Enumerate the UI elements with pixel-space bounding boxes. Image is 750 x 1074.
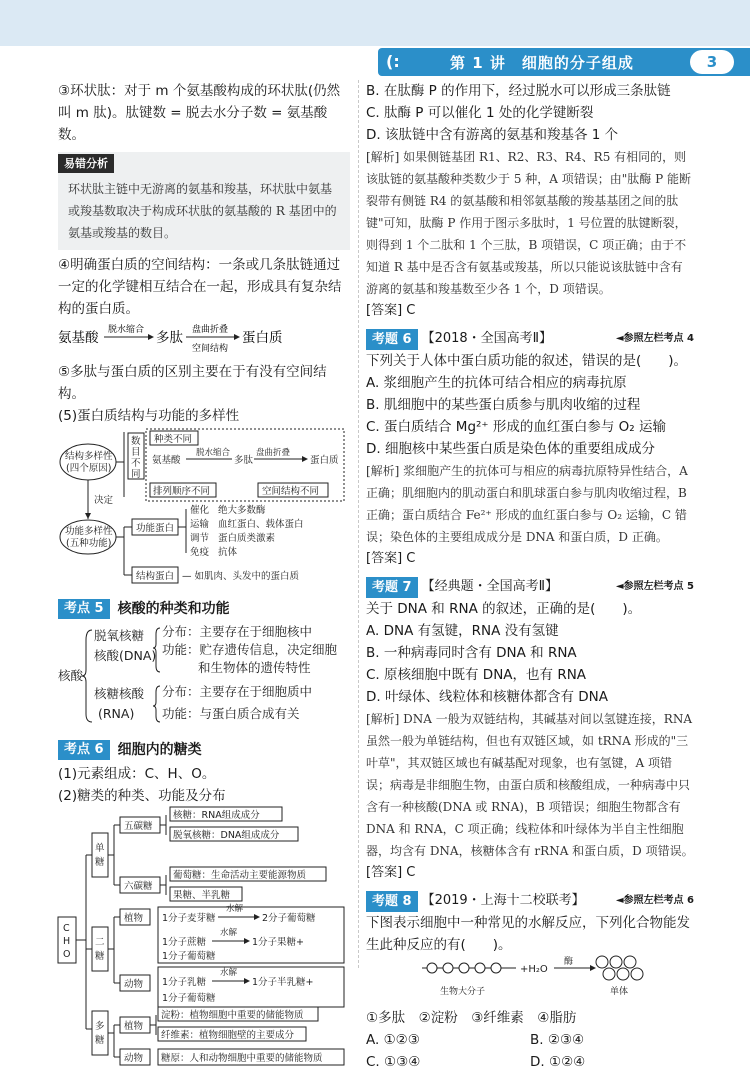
decide-label: 决定 bbox=[94, 495, 114, 506]
kp5-heading bbox=[58, 598, 350, 620]
rna-distribution: 分布：主要存在于细胞质中 bbox=[162, 684, 313, 699]
fig-plus-water: +H₂O bbox=[520, 964, 548, 975]
diversity-heading: (5)蛋白质结构与功能的多样性 bbox=[58, 408, 240, 424]
q7-stem: 关于 DNA 和 RNA 的叙述，正确的是( )。 bbox=[366, 601, 642, 617]
flow-polypeptide: 多肽 bbox=[156, 330, 183, 346]
q5-answer: [答案] C bbox=[366, 303, 416, 318]
q8-option-a: A. ①②③ bbox=[366, 1032, 420, 1048]
root-c: C bbox=[63, 923, 70, 934]
order-different: 排列顺序不同 bbox=[153, 486, 211, 497]
column-divider bbox=[358, 80, 359, 968]
func-catalysis-desc: 绝大多数酶 bbox=[218, 505, 266, 516]
fructose-galactose: 果糖、半乳糖 bbox=[173, 890, 231, 901]
deoxyribose: 脱氧核糖：DNA组成成分 bbox=[173, 830, 280, 841]
dna-function-1: 功能：贮存遗传信息，决定细胞 bbox=[162, 642, 338, 657]
sugar-elements: (1)元素组成：C、H、O。 bbox=[58, 766, 216, 782]
six-carbon-sugar: 六碳糖 bbox=[124, 881, 153, 892]
q6-answer: [答案] C bbox=[366, 551, 416, 566]
left-column bbox=[58, 80, 350, 1074]
q7-analysis: [解析] DNA 一般为双链结构，其碱基对间以氢键连接，RNA 虽然一般为单链结构，但也有双链区域，如 tRNA 形成的"三叶草"，其双链区域也有碱基配对现象，也有氢键，A 项错误；病毒是非细胞生物，由蛋白质和核酸组成，一种病毒中只含有一种核酸(DNA 或 RNA)，B 项错误；细胞生物都含有 DNA 和 RNA，C 项正确；线粒体和叶绿体为半自主性细胞器，均含有 DNA，核糖体含有 rRNA 和蛋白质，D 项错误。 bbox=[366, 712, 694, 858]
q5-option-d: D. 该肽链中含有游离的氨基和羧基各 1 个 bbox=[366, 127, 619, 143]
q5-option-b: B. 在肽酶 P 的作用下，经过脱水可以形成三条肽链 bbox=[366, 83, 671, 99]
q8-tag: 考题 8 bbox=[366, 891, 418, 912]
lactose-result-2: 1分子葡萄糖 bbox=[162, 993, 216, 1004]
q8-option-c: C. ①③④ bbox=[366, 1054, 421, 1070]
func-regulation: 调节 bbox=[190, 533, 210, 544]
flow-amino-acid: 氨基酸 bbox=[58, 330, 99, 346]
sucrose-result-1: 1分子果糖+ bbox=[252, 937, 305, 948]
q5-option-c: C. 肽酶 P 可以催化 1 处的化学键断裂 bbox=[366, 105, 594, 121]
sugar-classification-diagram bbox=[58, 807, 350, 1067]
q7-heading bbox=[366, 576, 694, 598]
five-carbon-sugar: 五碳糖 bbox=[124, 821, 153, 832]
poly-animal: 动物 bbox=[124, 1053, 144, 1064]
q6-option-a: A. 浆细胞产生的抗体可结合相应的病毒抗原 bbox=[366, 375, 627, 391]
func-immunity-desc: 抗体 bbox=[218, 547, 238, 558]
flow-spatial-label: 空间结构 bbox=[192, 344, 229, 354]
protein-structure-text: ④明确蛋白质的空间结构：一条或几条肽链通过一定的化学键相互结合在一起，形成具有复杂结构的蛋白质。 bbox=[58, 257, 342, 317]
structural-protein-desc: — 如肌肉、头发中的蛋白质 bbox=[182, 571, 300, 582]
kp6-heading bbox=[58, 739, 350, 761]
func-transport-desc: 血红蛋白、载体蛋白 bbox=[218, 519, 304, 530]
q8-choices: ①多肽 ②淀粉 ③纤维素 ④脂肪 bbox=[366, 1010, 577, 1026]
di-char-1: 二 bbox=[95, 937, 105, 948]
kind-different: 种类不同 bbox=[154, 434, 193, 445]
di-plant: 植物 bbox=[124, 913, 144, 924]
cellulose: 纤维素：植物细胞壁的主要成分 bbox=[161, 1030, 295, 1041]
structural-diversity-label: 结构多样性 bbox=[65, 451, 113, 462]
dna-name: 脱氧核糖 bbox=[94, 628, 145, 643]
mono-char-2: 糖 bbox=[95, 857, 105, 868]
vert-char-3: 不 bbox=[131, 458, 141, 469]
dna-function-2: 和生物体的遗传特性 bbox=[198, 660, 311, 675]
fig-macromolecule: 生物大分子 bbox=[440, 987, 486, 997]
structural-diversity-sub: (四个原因) bbox=[66, 463, 112, 474]
q6-option-b: B. 肌细胞中的某些蛋白质参与肌肉收缩的过程 bbox=[366, 397, 641, 413]
hydrolysis-figure bbox=[366, 956, 694, 1000]
chapter-icon: (: bbox=[386, 52, 400, 71]
hydrolysis-2: 水解 bbox=[220, 928, 238, 938]
q8-reference: ◄参照左栏考点 6 bbox=[615, 895, 694, 906]
q6-stem: 下列关于人体中蛋白质功能的叙述，错误的是( )。 bbox=[366, 353, 688, 369]
q7-option-a: A. DNA 有氢键，RNA 没有氢键 bbox=[366, 623, 559, 639]
page-number: 3 bbox=[690, 50, 734, 74]
q7-source: 【经典题・全国高考Ⅱ】 bbox=[421, 579, 558, 594]
fig-monomer: 单体 bbox=[610, 987, 629, 997]
di-animal: 动物 bbox=[124, 979, 144, 990]
q5-analysis: [解析] 如果侧链基团 R1、R2、R3、R4、R5 有相同的，则该肽链的氨基酸种类数少于 5 种，A 项错误；由"肽酶 P 能断裂带有侧链 R4 的氨基酸和相邻氨基酸的羧基基团之间的肽键"可知，肽酶 P 作用于图示多肽时，1 号位置的肽键断裂，则得到 1 个二肽和 1 个三肽，B 项错误，C 项正确；由于不知道 R 基中是否含有氨基或羧基，所以只能说该肽链中含有游离的氨基和羧基数至少各 1 个，D 项错误。 bbox=[366, 150, 691, 296]
flow-folding-label: 盘曲折叠 bbox=[192, 325, 229, 335]
functional-protein: 功能蛋白 bbox=[136, 523, 175, 534]
lactose: 1分子乳糖 bbox=[162, 977, 207, 988]
peptide-protein-difference: ⑤多肽与蛋白质的区别主要在于有没有空间结构。 bbox=[58, 364, 327, 402]
functional-diversity-sub: (五种功能) bbox=[66, 538, 112, 549]
d1-amino-acid: 氨基酸 bbox=[152, 455, 181, 466]
func-regulation-desc: 蛋白质类激素 bbox=[218, 533, 276, 544]
fig-enzyme: 酶 bbox=[564, 957, 574, 967]
root-h: H bbox=[63, 936, 71, 947]
q8-option-b: B. ②③④ bbox=[530, 1032, 585, 1048]
q6-analysis: [解析] 浆细胞产生的抗体可与相应的病毒抗原特异性结合，A 正确；肌细胞内的肌动蛋白和肌球蛋白参与肌肉收缩过程，B 正确；蛋白质结合 Fe²⁺ 形成的血红蛋白参与 O₂ 运输，C 错误；染色体的主要组成成分是 DNA 和蛋白质，D 正确。 bbox=[366, 464, 688, 544]
functional-diversity-label: 功能多样性 bbox=[65, 526, 113, 537]
hydrolysis-1: 水解 bbox=[226, 904, 244, 914]
kp5-title: 核酸的种类和功能 bbox=[117, 601, 230, 617]
nucleic-acid-diagram bbox=[58, 622, 350, 728]
chapter-title: 第 1 讲 细胞的分子组成 bbox=[450, 54, 634, 72]
d1-polypeptide: 多肽 bbox=[234, 455, 254, 466]
lactose-result-1: 1分子半乳糖+ bbox=[252, 977, 314, 988]
root-o: O bbox=[63, 949, 71, 960]
kp5-tag: 考点 5 bbox=[58, 599, 110, 619]
kp6-title: 细胞内的糖类 bbox=[117, 742, 202, 758]
di-char-2: 糖 bbox=[95, 951, 105, 962]
structural-protein: 结构蛋白 bbox=[136, 571, 175, 582]
sucrose-result-2: 1分子葡萄糖 bbox=[162, 951, 216, 962]
cyclic-peptide-text: ③环状肽：对于 m 个氨基酸构成的环状肽(仍然叫 m 肽)。肽键数 = 脱去水分子数 = 氨基酸数。 bbox=[58, 83, 341, 143]
rna-abbr: (RNA) bbox=[98, 706, 135, 721]
starch: 淀粉：植物细胞中重要的储能物质 bbox=[161, 1010, 304, 1021]
d1-protein: 蛋白质 bbox=[310, 455, 339, 466]
protein-formation-flow bbox=[58, 320, 350, 354]
maltose: 1分子麦芽糖 bbox=[162, 913, 216, 924]
vert-char-4: 同 bbox=[131, 469, 141, 480]
q6-tag: 考题 6 bbox=[366, 329, 418, 350]
q8-options-row-1 bbox=[366, 1029, 694, 1051]
sugar-types-heading: (2)糖类的种类、功能及分布 bbox=[58, 788, 226, 804]
kp6-tag: 考点 6 bbox=[58, 740, 110, 760]
func-transport: 运输 bbox=[190, 519, 210, 530]
top-band bbox=[0, 0, 750, 46]
chapter-header bbox=[378, 48, 750, 76]
right-column bbox=[366, 80, 694, 1073]
dna-distribution: 分布：主要存在于细胞核中 bbox=[162, 624, 313, 639]
sucrose: 1分子蔗糖 bbox=[162, 937, 207, 948]
dna-abbr: 核酸(DNA) bbox=[94, 648, 157, 663]
maltose-result: 2分子葡萄糖 bbox=[262, 913, 316, 924]
ribose: 核糖：RNA组成成分 bbox=[173, 810, 260, 821]
error-analysis-text: 环状肽主链中无游离的氨基和羧基，环状肽中氨基或羧基数取决于构成环状肽的氨基酸的 R 基团中的氨基或羧基的数目。 bbox=[68, 182, 337, 240]
nuc-root: 核酸 bbox=[58, 668, 84, 683]
poly-plant: 植物 bbox=[124, 1021, 144, 1032]
error-analysis-box bbox=[58, 152, 350, 250]
vert-char-2: 目 bbox=[131, 447, 141, 458]
q8-heading bbox=[366, 890, 694, 912]
q7-answer: [答案] C bbox=[366, 865, 416, 880]
q7-option-b: B. 一种病毒同时含有 DNA 和 RNA bbox=[366, 645, 577, 661]
vert-char-1: 数 bbox=[131, 436, 141, 447]
flow-dehydration-label: 脱水缩合 bbox=[108, 325, 145, 335]
q8-option-d: D. ①②④ bbox=[530, 1054, 586, 1070]
glucose: 葡萄糖：生命活动主要能源物质 bbox=[173, 870, 307, 881]
q8-options-row-2 bbox=[366, 1051, 694, 1073]
poly-char-1: 多 bbox=[95, 1021, 105, 1032]
q7-option-c: C. 原核细胞中既有 DNA，也有 RNA bbox=[366, 667, 587, 683]
q7-tag: 考题 7 bbox=[366, 577, 418, 598]
q6-option-c: C. 蛋白质结合 Mg²⁺ 形成的血红蛋白参与 O₂ 运输 bbox=[366, 419, 666, 435]
d1-folding: 盘曲折叠 bbox=[256, 448, 291, 458]
d1-dehydration: 脱水缩合 bbox=[196, 448, 231, 458]
protein-diversity-diagram bbox=[58, 427, 350, 587]
q6-option-d: D. 细胞核中某些蛋白质是染色体的重要组成成分 bbox=[366, 441, 655, 457]
mono-char-1: 单 bbox=[95, 843, 105, 854]
hydrolysis-3: 水解 bbox=[220, 968, 238, 978]
rna-function: 功能：与蛋白质合成有关 bbox=[162, 706, 300, 721]
q6-source: 【2018・全国高考Ⅱ】 bbox=[421, 331, 553, 346]
q7-reference: ◄参照左栏考点 5 bbox=[615, 581, 694, 592]
q8-source: 【2019・上海十二校联考】 bbox=[421, 893, 585, 908]
func-immunity: 免疫 bbox=[190, 547, 210, 558]
func-catalysis: 催化 bbox=[190, 505, 210, 516]
q6-heading bbox=[366, 328, 694, 350]
q7-option-d: D. 叶绿体、线粒体和核糖体都含有 DNA bbox=[366, 689, 608, 705]
poly-char-2: 糖 bbox=[95, 1035, 105, 1046]
q6-reference: ◄参照左栏考点 4 bbox=[615, 333, 694, 344]
q8-stem: 下图表示细胞中一种常见的水解反应，下列化合物能发生此种反应的有( )。 bbox=[366, 915, 690, 953]
space-different: 空间结构不同 bbox=[262, 486, 320, 497]
flow-protein: 蛋白质 bbox=[242, 330, 283, 346]
error-analysis-label: 易错分析 bbox=[58, 154, 114, 173]
glycogen: 糖原：人和动物细胞中重要的储能物质 bbox=[161, 1053, 323, 1064]
rna-name: 核糖核酸 bbox=[94, 686, 145, 701]
